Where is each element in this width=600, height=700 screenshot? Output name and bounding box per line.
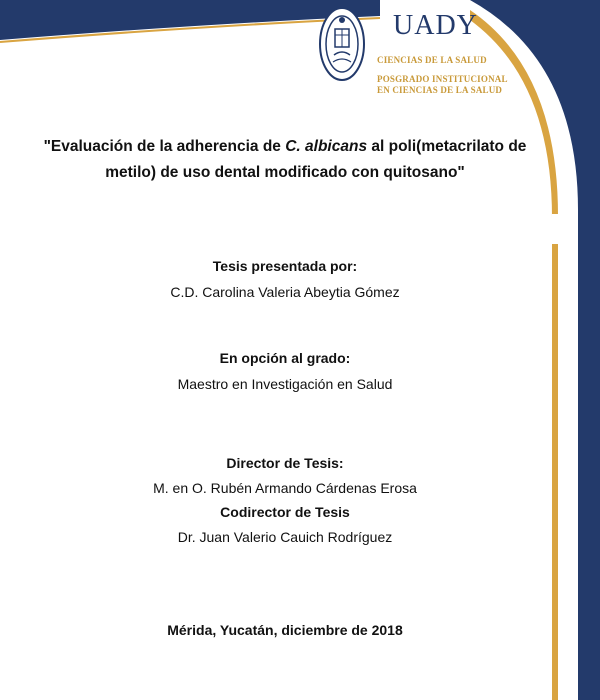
thesis-title bbox=[20, 134, 550, 186]
faculty-name: CIENCIAS DE LA SALUD bbox=[377, 55, 487, 65]
place-date: Mérida, Yucatán, diciembre de 2018 bbox=[167, 622, 403, 638]
title-part-1: "Evaluación de la adherencia de bbox=[43, 138, 286, 155]
degree-label: En opción al grado: bbox=[219, 350, 351, 366]
director-value: M. en O. Rubén Armando Cárdenas Erosa bbox=[153, 480, 417, 496]
director-label: Director de Tesis: bbox=[226, 455, 344, 471]
title-species: C. albicans bbox=[285, 138, 368, 155]
degree-value: Maestro en Investigación en Salud bbox=[177, 376, 393, 392]
program-line-2: EN CIENCIAS DE LA SALUD bbox=[377, 85, 503, 95]
uady-seal-icon bbox=[318, 5, 366, 83]
right-notch bbox=[552, 214, 562, 244]
title-part-2: al poli(metacrilato de metilo) de uso dental modificado con quitosano" bbox=[105, 138, 527, 181]
codirector-label: Codirector de Tesis bbox=[220, 504, 350, 520]
program-line-1: POSGRADO INSTITUCIONAL bbox=[377, 74, 508, 84]
presented-by-label: Tesis presentada por: bbox=[212, 258, 358, 274]
presented-by-value: C.D. Carolina Valeria Abeytia Gómez bbox=[170, 284, 400, 300]
university-name: UADY bbox=[393, 10, 478, 41]
codirector-value: Dr. Juan Valerio Cauich Rodríguez bbox=[177, 529, 393, 545]
